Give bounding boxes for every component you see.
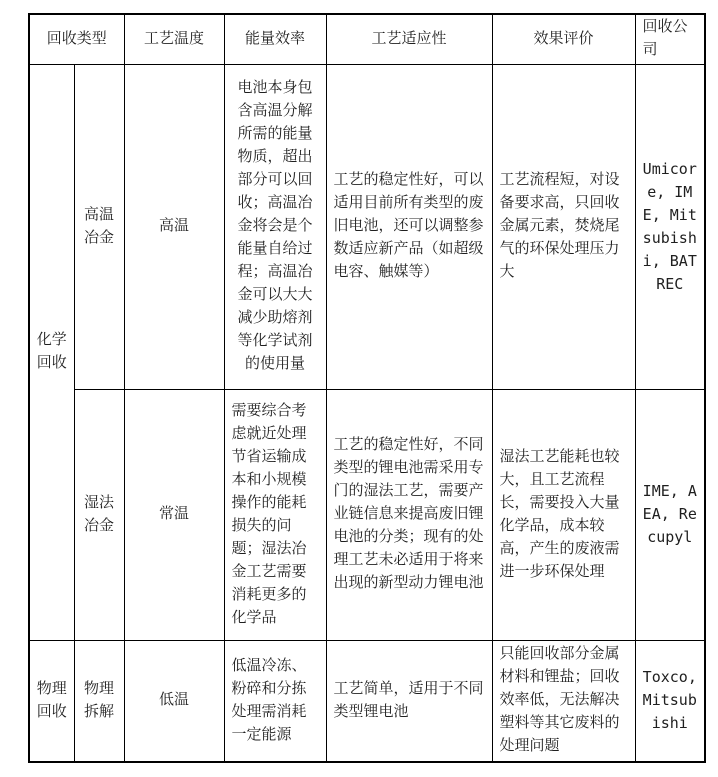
cell-adaptability-hydrometallurgy: 工艺的稳定性好，不同类型的锂电池需采用专门的湿法工艺，需要产业链信息来提高废旧锂电池的分类；现有的处理工艺未必适用于将来出现的新型动力锂电池 (326, 389, 492, 640)
cell-temperature-high: 高温 (124, 64, 224, 389)
row-hydrometallurgy (29, 389, 705, 640)
cell-method-pyrometallurgy: 高温冶金 (74, 64, 124, 389)
header-process-adaptability: 工艺适应性 (326, 14, 492, 64)
cell-temperature-low: 低温 (124, 640, 224, 762)
header-process-temperature: 工艺温度 (124, 14, 224, 64)
cell-method-hydrometallurgy: 湿法冶金 (74, 389, 124, 640)
cell-companies-hydrometallurgy: IME, AEA, Recupyl (635, 389, 705, 640)
row-physical-disassembly (29, 640, 705, 762)
cell-energy-hydrometallurgy: 需要综合考虑就近处理节省运输成本和小规模操作的能耗损失的问题；湿法冶金工艺需要消耗更多的化学品 (224, 389, 326, 640)
cell-energy-physical: 低温冷冻、粉碎和分拣处理需消耗一定能源 (224, 640, 326, 762)
cell-temperature-normal: 常温 (124, 389, 224, 640)
cell-evaluation-physical: 只能回收部分金属材料和锂盐；回收效率低，无法解决塑料等其它废料的处理问题 (492, 640, 635, 762)
header-recovery-company: 回收公司 (635, 14, 705, 64)
cell-adaptability-pyrometallurgy: 工艺的稳定性好，可以适用目前所有类型的废旧电池，还可以调整参数适应新产品（如超级电容、触媒等） (326, 64, 492, 389)
cell-companies-physical: Toxco, Mitsubishi (635, 640, 705, 762)
header-energy-efficiency: 能量效率 (224, 14, 326, 64)
cell-category-chemical: 化学回收 (29, 64, 74, 640)
cell-adaptability-physical: 工艺简单，适用于不同类型锂电池 (326, 640, 492, 762)
row-pyrometallurgy (29, 64, 705, 389)
header-effect-evaluation: 效果评价 (492, 14, 635, 64)
cell-category-physical: 物理回收 (29, 640, 74, 762)
cell-energy-pyrometallurgy: 电池本身包含高温分解所需的能量物质，超出部分可以回收；高温冶金将会是个能量自给过程；高温冶金可以大大减少助熔剂等化学试剂的使用量 (224, 64, 326, 389)
cell-evaluation-pyrometallurgy: 工艺流程短，对设备要求高，只回收金属元素，焚烧尾气的环保处理压力大 (492, 64, 635, 389)
cell-evaluation-hydrometallurgy: 湿法工艺能耗也较大，且工艺流程长，需要投入大量化学品，成本较高，产生的废液需进一步环保处理 (492, 389, 635, 640)
header-row (29, 14, 705, 64)
cell-companies-pyrometallurgy: Umicore, IME, Mitsubishi, BATREC (635, 64, 705, 389)
recycling-comparison-table (28, 13, 706, 763)
cell-method-physical-disassembly: 物理拆解 (74, 640, 124, 762)
header-recovery-type: 回收类型 (29, 14, 124, 64)
